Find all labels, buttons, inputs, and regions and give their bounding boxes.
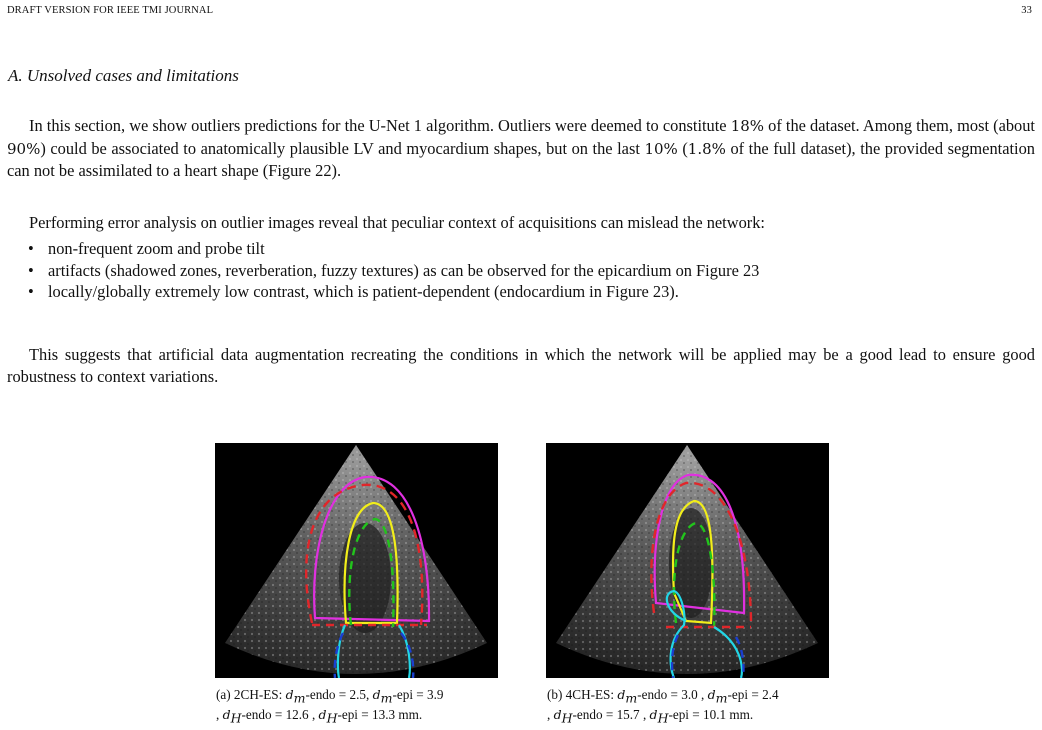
figure-caption-b: (b) 4CH-ES: $d_m$-endo = 3.0 , $d_m$-epi = 2.4 , $d_H$-endo = 15.7 , $d_H$-epi = 10.1 mm. — [547, 687, 779, 726]
math-value: 90% — [7, 139, 41, 158]
bullet-list — [28, 238, 759, 303]
list-item: • artifacts (shadowed zones, reverberation, fuzzy textures) as can be observed for the epicardium on Figure 23 — [28, 260, 760, 280]
page-number: 33 — [1021, 5, 1032, 16]
paragraph-conclusion: This suggests that artificial data augmentation recreating the conditions in which the network will be applied may be a good lead to ensure good robustness to context variations. — [7, 345, 1035, 386]
section-title: A. Unsolved cases and limitations — [8, 66, 239, 85]
bullet-icon: • — [28, 282, 34, 301]
math-value: 1.8% — [687, 139, 726, 158]
math-value: 18% — [730, 117, 765, 135]
math-value: 10% — [644, 139, 678, 158]
paragraph-error-analysis: Performing error analysis on outlier images reveal that peculiar context of acquisitions can mislead the network: — [29, 213, 765, 232]
bullet-icon: • — [28, 260, 34, 280]
journal-header: DRAFT VERSION FOR IEEE TMI JOURNAL — [7, 5, 214, 16]
bullet-icon: • — [28, 239, 34, 258]
figure-caption-a: (a) 2CH-ES: $d_m$-endo = 2.5, $d_m$-epi = 3.9 , $d_H$-endo = 12.6 , $d_H$-epi = 13.3 mm. — [216, 687, 444, 726]
echo-image-2ch — [215, 443, 498, 678]
paragraph-outliers: In this section, we show outliers predictions for the U-Net 1 algorithm. Outliers were deemed to constitute 18% of the dataset. Among them, most (about 90%) could be associated to anatomically plausible LV and myocardium shapes, but on the last 10% (1.8% of the full dataset), the provided segmentation can not be assimilated to a heart shape (Figure 22). — [7, 116, 1035, 180]
echo-image-4ch — [546, 443, 829, 678]
list-item: • locally/globally extremely low contrast, which is patient-dependent (endocardium in Figure 23). — [28, 282, 679, 301]
list-item: • non-frequent zoom and probe tilt — [28, 239, 265, 258]
running-header — [7, 5, 1032, 19]
